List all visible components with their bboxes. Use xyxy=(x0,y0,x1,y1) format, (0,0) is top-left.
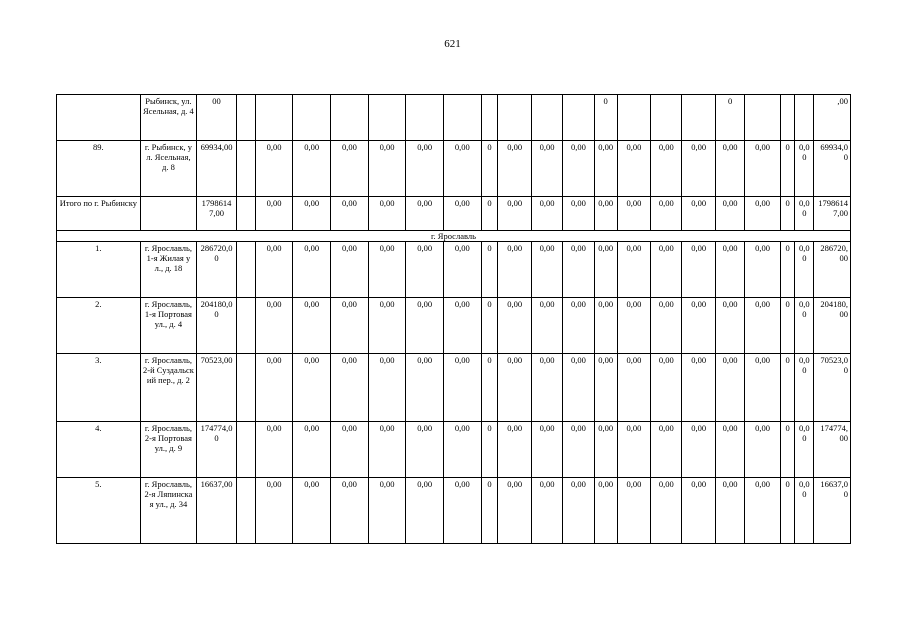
value-cell: 0,00 xyxy=(594,478,617,544)
value-cell: 0 xyxy=(780,141,795,197)
value-cell: 0,00 xyxy=(715,422,744,478)
value-cell xyxy=(236,242,255,298)
value-cell: 0,00 xyxy=(651,354,682,422)
value-cell: 0,00 xyxy=(795,354,814,422)
value-cell: 0,00 xyxy=(563,242,594,298)
value-cell xyxy=(368,95,406,141)
value-cell: 0,00 xyxy=(745,141,781,197)
value-cell: 0,00 xyxy=(531,197,562,231)
value-cell xyxy=(255,95,293,141)
value-cell: 0,00 xyxy=(444,242,482,298)
value-cell: 0,00 xyxy=(617,141,650,197)
value-cell: 0,00 xyxy=(563,298,594,354)
table-row xyxy=(57,478,851,544)
value-cell: 0,00 xyxy=(331,141,369,197)
value-cell: 0,00 xyxy=(563,422,594,478)
value-cell: 0,00 xyxy=(444,354,482,422)
value-cell: 0,00 xyxy=(368,242,406,298)
address-cell: г. Ярославль, 1-я Жилая ул., д. 18 xyxy=(140,242,196,298)
value-cell xyxy=(682,95,715,141)
address-cell: г. Ярославль, 2-я Портовая ул., д. 9 xyxy=(140,422,196,478)
value-cell: 0,00 xyxy=(293,298,331,354)
value-cell: 0,00 xyxy=(715,242,744,298)
value-cell: 0,00 xyxy=(795,422,814,478)
value-cell: ,00 xyxy=(814,95,851,141)
value-cell: 0,00 xyxy=(617,422,650,478)
total-cell: 286720,00 xyxy=(197,242,237,298)
value-cell: 0,00 xyxy=(651,478,682,544)
value-cell xyxy=(444,95,482,141)
value-cell: 0,00 xyxy=(255,422,293,478)
value-cell: 0,00 xyxy=(531,141,562,197)
value-cell: 0 xyxy=(481,354,498,422)
value-cell: 0,00 xyxy=(406,298,444,354)
value-cell: 0,00 xyxy=(406,354,444,422)
section-row xyxy=(57,231,851,242)
value-cell xyxy=(293,95,331,141)
value-cell xyxy=(236,95,255,141)
value-cell: 0,00 xyxy=(406,141,444,197)
value-cell: 0,00 xyxy=(617,298,650,354)
value-cell: 0,00 xyxy=(594,141,617,197)
value-cell: 0,00 xyxy=(745,242,781,298)
value-cell: 0,00 xyxy=(682,298,715,354)
table-row xyxy=(57,95,851,141)
value-cell: 0,00 xyxy=(715,197,744,231)
value-cell: 0,00 xyxy=(594,422,617,478)
value-cell: 0,00 xyxy=(368,422,406,478)
value-cell: 0,00 xyxy=(498,354,531,422)
total-cell: 17986147,00 xyxy=(197,197,237,231)
value-cell: 0,00 xyxy=(563,478,594,544)
value-cell: 0,00 xyxy=(617,197,650,231)
page-number: 621 xyxy=(444,38,461,50)
value-cell: 0 xyxy=(715,95,744,141)
value-cell: 0,00 xyxy=(498,242,531,298)
value-cell: 0 xyxy=(481,422,498,478)
value-cell: 0,00 xyxy=(331,478,369,544)
address-cell: г. Ярославль, 2-я Ляпинская ул., д. 34 xyxy=(140,478,196,544)
value-cell: 17986147,00 xyxy=(814,197,851,231)
value-cell xyxy=(481,95,498,141)
row-number-cell: 4. xyxy=(57,422,141,478)
value-cell xyxy=(498,95,531,141)
value-cell: 0,00 xyxy=(444,478,482,544)
value-cell: 0,00 xyxy=(715,141,744,197)
value-cell xyxy=(331,95,369,141)
table-row xyxy=(57,354,851,422)
value-cell: 0,00 xyxy=(255,478,293,544)
value-cell xyxy=(236,197,255,231)
row-number-cell: 5. xyxy=(57,478,141,544)
value-cell: 0,00 xyxy=(745,298,781,354)
total-cell: 70523,00 xyxy=(197,354,237,422)
total-cell: 69934,00 xyxy=(197,141,237,197)
value-cell: 0 xyxy=(481,242,498,298)
total-cell: 204180,00 xyxy=(197,298,237,354)
value-cell: 0,00 xyxy=(406,197,444,231)
value-cell: 0,00 xyxy=(331,197,369,231)
value-cell: 0,00 xyxy=(745,478,781,544)
value-cell: 0 xyxy=(780,422,795,478)
value-cell: 0,00 xyxy=(498,141,531,197)
row-number-cell: 1. xyxy=(57,242,141,298)
value-cell: 0,00 xyxy=(795,298,814,354)
value-cell: 0,00 xyxy=(293,197,331,231)
value-cell: 0,00 xyxy=(293,422,331,478)
value-cell xyxy=(780,95,795,141)
value-cell: 0,00 xyxy=(255,141,293,197)
table-row xyxy=(57,141,851,197)
value-cell: 204180,00 xyxy=(814,298,851,354)
value-cell: 16637,00 xyxy=(814,478,851,544)
value-cell: 0,00 xyxy=(795,478,814,544)
value-cell xyxy=(617,95,650,141)
value-cell: 0,00 xyxy=(331,242,369,298)
value-cell: 69934,00 xyxy=(814,141,851,197)
value-cell: 0,00 xyxy=(563,354,594,422)
value-cell: 0,00 xyxy=(651,422,682,478)
value-cell xyxy=(236,422,255,478)
table-row xyxy=(57,197,851,231)
value-cell: 0,00 xyxy=(293,478,331,544)
value-cell: 0,00 xyxy=(682,478,715,544)
row-number-cell xyxy=(57,95,141,141)
value-cell: 0,00 xyxy=(617,242,650,298)
total-cell: 00 xyxy=(197,95,237,141)
value-cell: 0,00 xyxy=(498,422,531,478)
value-cell: 0,00 xyxy=(531,298,562,354)
value-cell: 0,00 xyxy=(795,197,814,231)
value-cell: 0 xyxy=(594,95,617,141)
value-cell: 0,00 xyxy=(682,242,715,298)
value-cell: 0,00 xyxy=(331,354,369,422)
value-cell: 0,00 xyxy=(293,242,331,298)
value-cell: 0,00 xyxy=(531,422,562,478)
value-cell: 0,00 xyxy=(715,478,744,544)
value-cell xyxy=(531,95,562,141)
value-cell: 0,00 xyxy=(594,298,617,354)
value-cell: 0,00 xyxy=(594,242,617,298)
value-cell: 0,00 xyxy=(651,197,682,231)
section-label: г. Ярославль xyxy=(57,231,851,242)
value-cell: 0,00 xyxy=(444,422,482,478)
value-cell: 0,00 xyxy=(255,242,293,298)
value-cell: 0 xyxy=(481,478,498,544)
value-cell: 0,00 xyxy=(498,478,531,544)
value-cell: 0,00 xyxy=(255,197,293,231)
address-cell: г. Ярославль, 1-я Портовая ул., д. 4 xyxy=(140,298,196,354)
value-cell: 70523,00 xyxy=(814,354,851,422)
row-number-cell: 3. xyxy=(57,354,141,422)
address-cell: Рыбинск, ул. Ясельная, д. 4 xyxy=(140,95,196,141)
value-cell: 0,00 xyxy=(255,298,293,354)
value-cell xyxy=(563,95,594,141)
total-cell: 16637,00 xyxy=(197,478,237,544)
value-cell: 0,00 xyxy=(368,354,406,422)
value-cell: 0,00 xyxy=(651,242,682,298)
value-cell: 0,00 xyxy=(444,197,482,231)
value-cell: 0 xyxy=(780,354,795,422)
value-cell: 0,00 xyxy=(498,298,531,354)
value-cell: 0 xyxy=(481,197,498,231)
budget-table xyxy=(56,94,851,544)
value-cell: 0,00 xyxy=(617,354,650,422)
value-cell: 0,00 xyxy=(293,141,331,197)
value-cell: 0,00 xyxy=(682,141,715,197)
value-cell: 0,00 xyxy=(682,422,715,478)
row-number-cell: 89. xyxy=(57,141,141,197)
value-cell: 0,00 xyxy=(563,141,594,197)
value-cell: 0,00 xyxy=(368,197,406,231)
value-cell: 0,00 xyxy=(498,197,531,231)
value-cell: 0,00 xyxy=(563,197,594,231)
value-cell: 0,00 xyxy=(444,298,482,354)
value-cell: 0,00 xyxy=(368,298,406,354)
address-cell: г. Рыбинск, ул. Ясельная, д. 8 xyxy=(140,141,196,197)
table-row xyxy=(57,298,851,354)
value-cell: 0,00 xyxy=(368,141,406,197)
value-cell: 0,00 xyxy=(531,354,562,422)
value-cell: 0,00 xyxy=(406,422,444,478)
value-cell xyxy=(236,478,255,544)
value-cell: 0,00 xyxy=(531,478,562,544)
value-cell xyxy=(795,95,814,141)
value-cell xyxy=(236,354,255,422)
row-number-cell: Итого по г. Рыбинску xyxy=(57,197,141,231)
table-body xyxy=(57,95,851,544)
value-cell: 0 xyxy=(780,478,795,544)
value-cell xyxy=(406,95,444,141)
value-cell: 0,00 xyxy=(331,422,369,478)
value-cell: 0 xyxy=(481,298,498,354)
value-cell: 0,00 xyxy=(531,242,562,298)
value-cell: 0,00 xyxy=(651,298,682,354)
value-cell: 0,00 xyxy=(682,354,715,422)
address-cell xyxy=(140,197,196,231)
value-cell: 0,00 xyxy=(594,197,617,231)
value-cell xyxy=(236,298,255,354)
value-cell: 0,00 xyxy=(745,354,781,422)
value-cell: 0 xyxy=(780,242,795,298)
value-cell: 0 xyxy=(481,141,498,197)
table-row xyxy=(57,422,851,478)
value-cell xyxy=(236,141,255,197)
row-number-cell: 2. xyxy=(57,298,141,354)
table-row xyxy=(57,242,851,298)
value-cell: 0,00 xyxy=(715,354,744,422)
value-cell: 0,00 xyxy=(255,354,293,422)
value-cell: 0,00 xyxy=(331,298,369,354)
value-cell: 174774,00 xyxy=(814,422,851,478)
value-cell: 0,00 xyxy=(795,141,814,197)
value-cell: 0,00 xyxy=(795,242,814,298)
value-cell: 0,00 xyxy=(368,478,406,544)
value-cell: 286720,00 xyxy=(814,242,851,298)
value-cell: 0,00 xyxy=(715,298,744,354)
value-cell: 0,00 xyxy=(594,354,617,422)
value-cell: 0,00 xyxy=(406,478,444,544)
value-cell: 0,00 xyxy=(651,141,682,197)
value-cell: 0,00 xyxy=(406,242,444,298)
value-cell: 0,00 xyxy=(293,354,331,422)
value-cell: 0,00 xyxy=(444,141,482,197)
value-cell: 0,00 xyxy=(745,422,781,478)
value-cell: 0,00 xyxy=(745,197,781,231)
value-cell xyxy=(651,95,682,141)
value-cell xyxy=(745,95,781,141)
total-cell: 174774,00 xyxy=(197,422,237,478)
value-cell: 0,00 xyxy=(682,197,715,231)
value-cell: 0 xyxy=(780,197,795,231)
address-cell: г. Ярославль, 2-й Суздальский пер., д. 2 xyxy=(140,354,196,422)
value-cell: 0,00 xyxy=(617,478,650,544)
value-cell: 0 xyxy=(780,298,795,354)
